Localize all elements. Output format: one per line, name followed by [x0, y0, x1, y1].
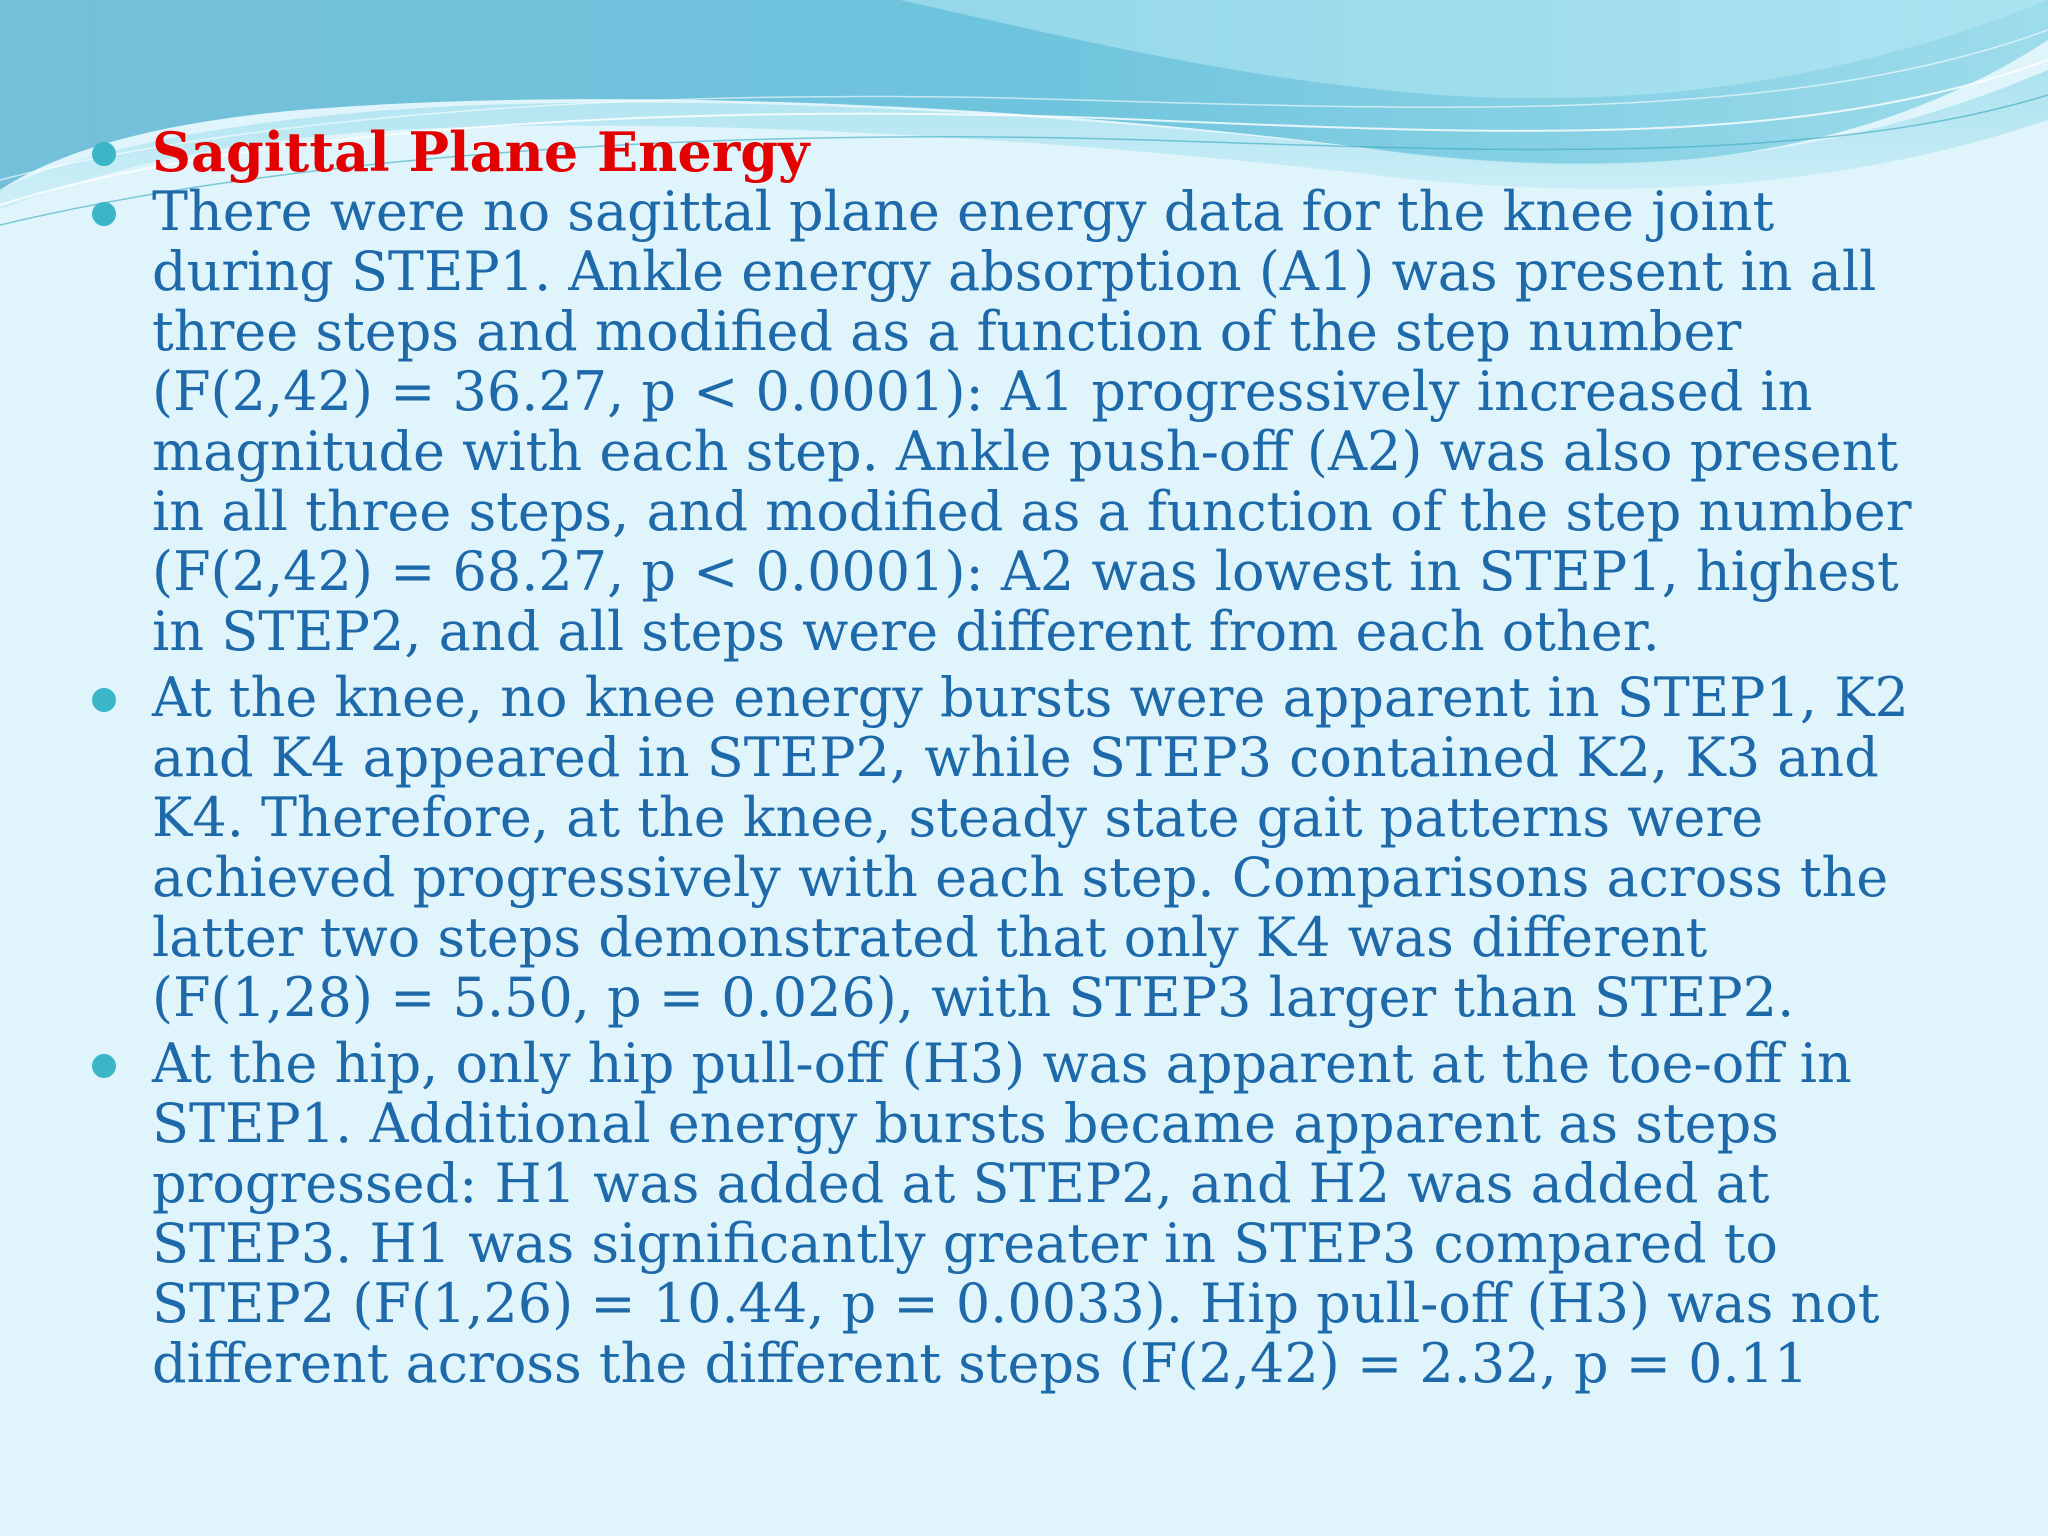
slide-content: [92, 122, 2012, 1394]
bullet-dot-icon: [92, 1054, 116, 1078]
bullet-hip-energy: [92, 1034, 2012, 1394]
bullet-dot-icon: [92, 142, 116, 166]
bullet-knee-energy: [92, 668, 2012, 1028]
paragraph-knee: At the knee, no knee energy bursts were apparent in STEP1, K2 and K4 appeared in STEP2, while STEP3 contained K2, K3 and K4. Therefore, at the knee, steady state gait patterns were achieved progressively with each step. Comparisons across the latter two steps demonstrated that only K4 was different (F(1,28) = 5.50, p = 0.026), with STEP3 larger than STEP2.: [152, 666, 1909, 1029]
bullet-title: [92, 122, 2012, 182]
slide-title: Sagittal Plane Energy: [152, 120, 810, 184]
bullet-dot-icon: [92, 202, 116, 226]
bullet-dot-icon: [92, 688, 116, 712]
paragraph-ankle: There were no sagittal plane energy data for the knee joint during STEP1. Ankle energy absorption (A1) was present in all three steps and modified as a function of the step number (F(2,42) = 36.27, p < 0.0001): A1 progressively increased in magnitude with each step. Ankle push-off (A2) was also present in all three steps, and modified as a function of the step number (F(2,42) = 68.27, p < 0.0001): A2 was lowest in STEP1, highest in STEP2, and all steps were different from each other.: [152, 180, 1912, 663]
bullet-ankle-energy: [92, 182, 2012, 662]
paragraph-hip: At the hip, only hip pull-off (H3) was apparent at the toe-off in STEP1. Additional energy bursts became apparent as steps progressed: H1 was added at STEP2, and H2 was added at STEP3. H1 was significantly greater in STEP3 compared to STEP2 (F(1,26) = 10.44, p = 0.0033). Hip pull-off (H3) was not different across the different steps (F(2,42) = 2.32, p = 0.11: [152, 1032, 1880, 1395]
